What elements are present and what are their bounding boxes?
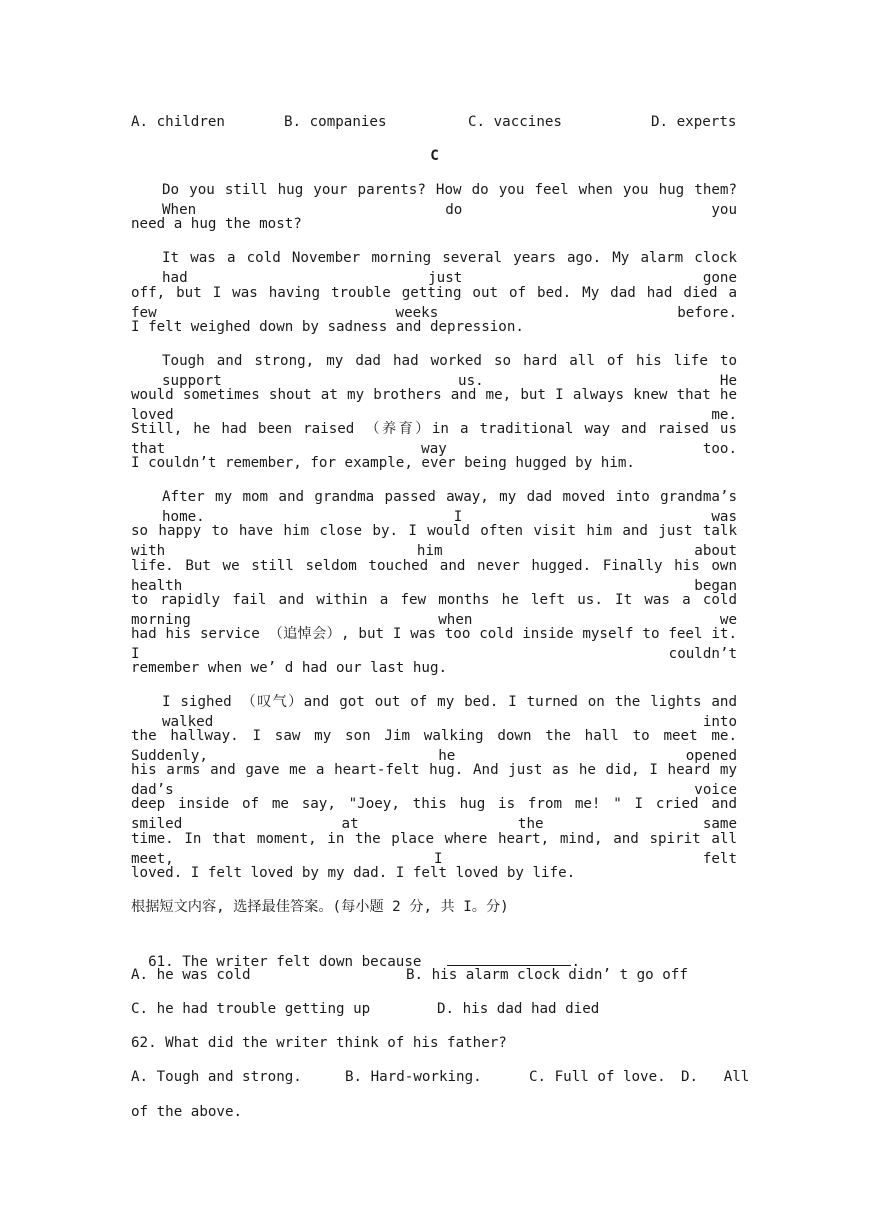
instructions: 根据短文内容, 选择最佳答案。(每小题 2 分, 共 I。分) bbox=[131, 899, 509, 915]
q61-option-c: C. he had trouble getting up bbox=[131, 1001, 371, 1017]
passage-line: would sometimes shout at my brothers and me, but I always knew that he loved me. bbox=[131, 387, 737, 423]
passage-line: to rapidly fail and within a few months he left us. It was a cold morning when we bbox=[131, 592, 737, 628]
prev-option-a: A. children bbox=[131, 114, 225, 130]
q62-option-a: A. Tough and strong. bbox=[131, 1069, 302, 1085]
passage-line: Still, he had been raised （养育）in a traditional way and raised us that way too. bbox=[131, 421, 737, 457]
passage-line: Do you still hug your parents? How do you feel when you hug them? When do you bbox=[162, 182, 737, 218]
q62-option-c: C. Full of love. bbox=[529, 1069, 666, 1085]
passage-line: I sighed （叹气）and got out of my bed. I turned on the lights and walked into bbox=[162, 694, 737, 730]
blank-period: . bbox=[571, 954, 580, 970]
passage-line: Tough and strong, my dad had worked so hard all of his life to support us. He bbox=[162, 353, 737, 389]
prev-option-c: C. vaccines bbox=[468, 114, 562, 130]
passage-line: It was a cold November morning several years ago. My alarm clock had just gone bbox=[162, 250, 737, 286]
passage-line: need a hug the most? bbox=[131, 216, 302, 232]
section-label: C bbox=[430, 148, 439, 164]
q61-option-b: B. his alarm clock didn’ t go off bbox=[406, 967, 688, 983]
passage-line: deep inside of me say, "Joey, this hug is from me! " I cried and smiled at the same bbox=[131, 796, 737, 832]
prev-option-b: B. companies bbox=[284, 114, 387, 130]
q61-option-a: A. he was cold bbox=[131, 967, 251, 983]
passage-line: so happy to have him close by. I would often visit him and just talk with him about bbox=[131, 523, 737, 559]
q62-option-d-continued: of the above. bbox=[131, 1104, 243, 1120]
passage-line: time. In that moment, in the place where heart, mind, and spirit all meet, I felt bbox=[131, 831, 737, 867]
passage-line: had his service （追悼会）, but I was too cold inside myself to feel it. I couldn’t bbox=[131, 626, 737, 662]
passage-line: After my mom and grandma passed away, my dad moved into grandma’s home. I was bbox=[162, 489, 737, 525]
passage-line: the hallway. I saw my son Jim walking down the hall to meet me. Suddenly, he opened bbox=[131, 728, 737, 764]
question-61-stem: 61. The writer felt down because bbox=[148, 954, 422, 970]
passage-line: his arms and gave me a heart-felt hug. And just as he did, I heard my dad’s voice bbox=[131, 762, 737, 798]
q62-option-d: D. All bbox=[681, 1069, 750, 1085]
prev-option-d: D. experts bbox=[651, 114, 737, 130]
passage-line: I couldn’t remember, for example, ever being hugged by him. bbox=[131, 455, 635, 471]
passage-line: remember when we’ d had our last hug. bbox=[131, 660, 448, 676]
q61-option-d: D. his dad had died bbox=[437, 1001, 600, 1017]
passage-line: loved. I felt loved by my dad. I felt loved by life. bbox=[131, 865, 576, 881]
q62-option-b: B. Hard-working. bbox=[345, 1069, 482, 1085]
question-62-stem: 62. What did the writer think of his father? bbox=[131, 1035, 507, 1051]
answer-blank bbox=[447, 951, 571, 966]
passage-line: I felt weighed down by sadness and depression. bbox=[131, 319, 524, 335]
passage-line: off, but I was having trouble getting out of bed. My dad had died a few weeks before. bbox=[131, 285, 737, 321]
passage-line: life. But we still seldom touched and never hugged. Finally his own health began bbox=[131, 558, 737, 594]
